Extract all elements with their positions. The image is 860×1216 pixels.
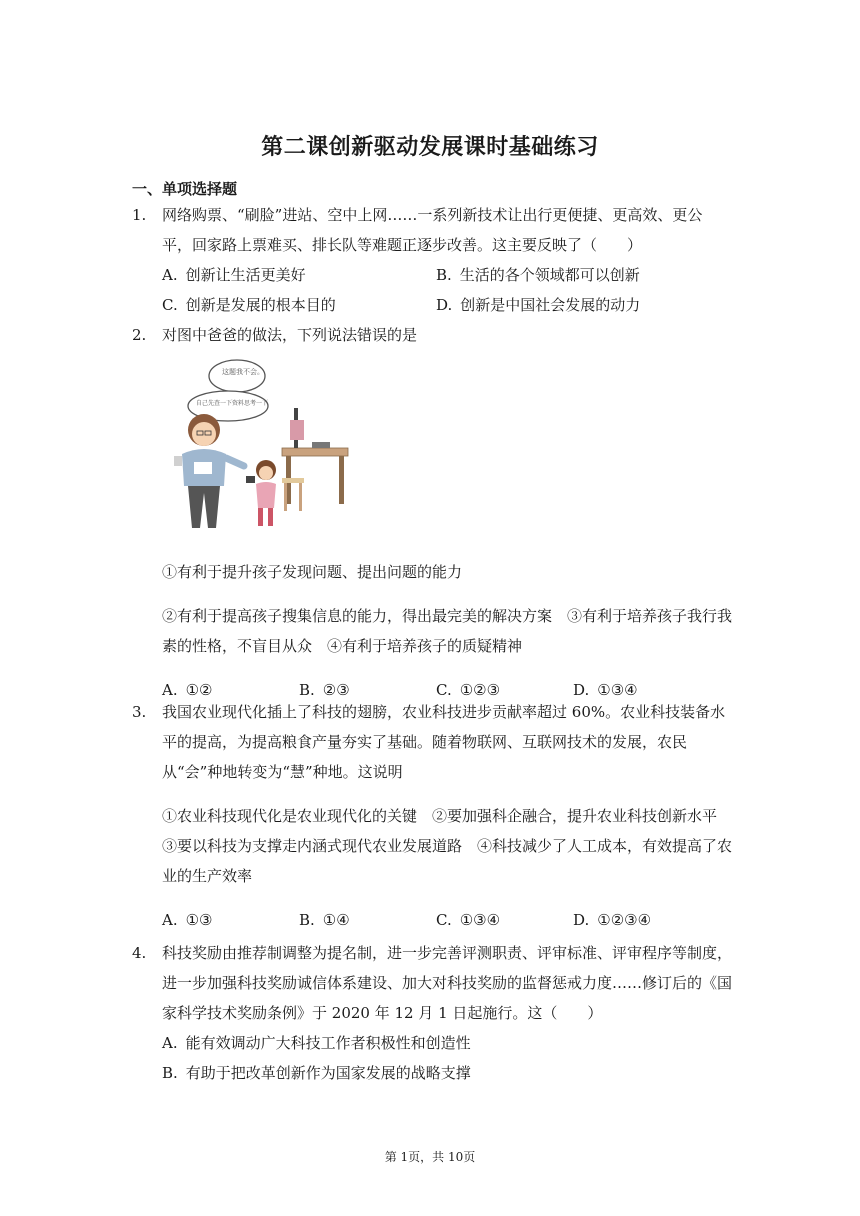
option-b[interactable] (162, 1058, 732, 1088)
option-label: A. (162, 266, 178, 284)
option-text: ①②③ (459, 681, 501, 699)
option-label: D. (573, 911, 590, 929)
question-1 (132, 200, 732, 320)
question-number: 4. (132, 944, 147, 962)
father-child-cartoon (162, 358, 352, 533)
option-text: ①③④ (597, 681, 638, 699)
question-number: 3. (132, 703, 147, 721)
option-label: B. (436, 266, 452, 284)
option-text: 生活的各个领域都可以创新 (459, 266, 640, 284)
option-label: D. (436, 296, 453, 314)
options (162, 905, 732, 935)
question-stem: 科技奖励由推荐制调整为提名制，进一步完善评测职责、评审标准、评审程序等制度，进一步加强科技奖励诚信体系建设、加大对科技奖励的监督惩戒力度……修订后的《国家科学技术奖励条例》于 2020 年 12 月 1 日起施行。这（ ） (162, 944, 733, 1022)
option-text: ①④ (322, 911, 350, 929)
option-label: A. (162, 681, 178, 699)
question-stem: 我国农业现代化插上了科技的翅膀，农业科技进步贡献率超过 60%。农业科技装备水平的提高，为提高粮食产量夯实了基础。随着物联网、互联网技术的发展，农民从“会”种地转变为“慧”种地。这说明 (162, 703, 726, 781)
section-heading: 一、单项选择题 (132, 180, 238, 198)
page-footer: 第 1页，共 10页 (384, 1150, 476, 1164)
option-text: 创新让生活更美好 (185, 266, 306, 284)
option-c[interactable] (162, 290, 436, 320)
option-a[interactable] (162, 1028, 732, 1058)
option-text: ①③ (185, 911, 213, 929)
option-c[interactable] (436, 905, 573, 935)
statement: ①农业科技现代化是农业现代化的关键 ②要加强科企融合，提升农业科技创新水平 ③要以科技为支撑走内涵式现代农业发展道路 ④科技减少了人工成本，有效提高了农业的生产效率 (162, 807, 733, 885)
option-text: 创新是发展的根本目的 (185, 296, 336, 314)
bubble-bottom-text: 自己先查一下资料思考一下 (196, 400, 269, 407)
question-stem: 对图中爸爸的做法，下列说法错误的是 (162, 326, 418, 344)
option-d[interactable] (573, 905, 710, 935)
option-text: ①③④ (459, 911, 501, 929)
bubble-top-text: 这题我不会。 (222, 368, 264, 376)
statement-2: ②有利于提高孩子搜集信息的能力，得出最完美的解决方案 ③有利于培养孩子我行我素的性格，不盲目从众 ④有利于培养孩子的质疑精神 (162, 607, 733, 655)
option-label: B. (162, 1064, 178, 1082)
option-label: D. (573, 681, 590, 699)
option-b[interactable] (299, 905, 436, 935)
option-label: B. (299, 911, 315, 929)
option-label: A. (162, 911, 178, 929)
page-title: 第二课创新驱动发展课时基础练习 (261, 134, 599, 160)
option-b[interactable] (436, 260, 736, 290)
question-number: 2. (132, 326, 147, 344)
question-4 (132, 938, 732, 1088)
question-stem: 网络购票、“刷脸”进站、空中上网……一系列新技术让出行更便捷、更高效、更公平，回家路上票难买、排长队等难题正逐步改善。这主要反映了（ ） (162, 206, 703, 254)
option-text: ①② (185, 681, 213, 699)
question-3 (132, 697, 732, 935)
option-label: B. (299, 681, 315, 699)
option-text: 创新是中国社会发展的动力 (460, 296, 641, 314)
option-a[interactable] (162, 260, 436, 290)
option-label: C. (436, 911, 452, 929)
options (162, 260, 732, 320)
option-text: ②③ (322, 681, 350, 699)
question-number: 1. (132, 206, 147, 224)
statement-1: ①有利于提升孩子发现问题、提出问题的能力 (162, 563, 463, 581)
option-label: A. (162, 1034, 178, 1052)
question-2 (132, 320, 732, 705)
option-label: C. (162, 296, 178, 314)
option-text: ①②③④ (597, 911, 652, 929)
option-text: 能有效调动广大科技工作者积极性和创造性 (185, 1034, 471, 1052)
option-label: C. (436, 681, 452, 699)
option-text: 有助于把改革创新作为国家发展的战略支撑 (185, 1064, 471, 1082)
option-d[interactable] (436, 290, 736, 320)
option-a[interactable] (162, 905, 299, 935)
